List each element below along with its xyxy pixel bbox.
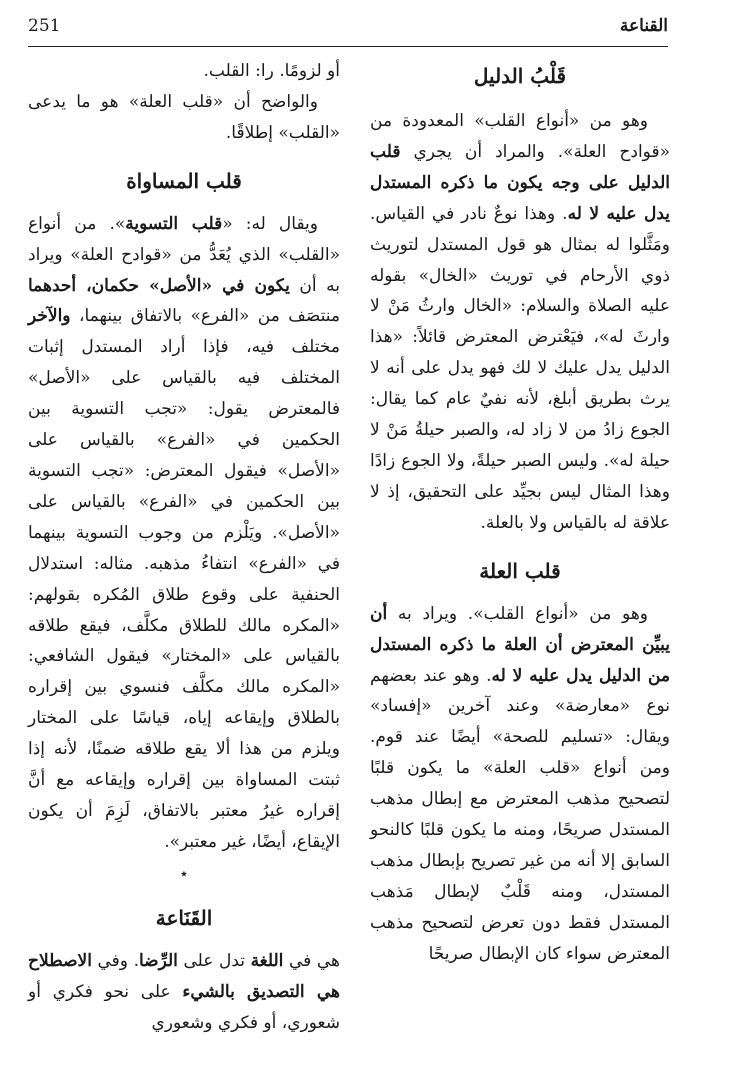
- running-title: القناعة: [619, 16, 668, 36]
- text-run: هي في: [283, 950, 340, 971]
- paragraph-qalb-al-dalil: [370, 106, 670, 539]
- bold-term: والآخر: [28, 306, 71, 327]
- paragraph-note: والواضح أن «قلب العلة» هو ما يدعى «القلب» إطلاقًا.: [28, 91, 340, 143]
- bold-term: الرِّضا: [138, 950, 178, 971]
- page-number: 251: [28, 16, 61, 36]
- bold-definition: قلب الدليل على وجه يكون ما ذكره المستدل يدل عليه لا له: [370, 141, 670, 224]
- text-run: وهو من «أنواع القلب». ويراد به: [387, 603, 648, 624]
- paragraph-al-qanaa: [28, 946, 340, 1039]
- paragraph-qalb-al-musawat: [28, 209, 340, 858]
- text-run: ». من أنواع «القلب» الذي يُعَدُّ من «قوادح العلة» ويراد به أن: [28, 213, 340, 296]
- heading-qalb-al-illa: قلب العلة: [479, 558, 561, 583]
- bold-term: الاصطلاح هي التصديق بالشيء: [28, 950, 340, 1002]
- heading-qalb-al-dalil: قَلْبُ الدليل: [473, 64, 567, 88]
- text-run: على نحو فكري أو شعوري، أو فكري وشعوري: [28, 981, 340, 1033]
- text-run: منتصَف من «الفرع» بالاتفاق بينهما،: [70, 306, 340, 327]
- section-ornament: ٭: [180, 865, 188, 882]
- bold-term: يكون في «الأصل» حكمان، أحدهما: [28, 275, 290, 296]
- header-rule: [28, 46, 668, 47]
- text-run: ويقال له: «: [222, 213, 318, 234]
- text-run: تدل على: [177, 950, 251, 971]
- left-column: [28, 56, 340, 1038]
- bold-term: قلب التسوية: [125, 213, 223, 234]
- page-header: [28, 14, 668, 44]
- paragraph-continuation: أو لزومًا. را: القلب.: [203, 61, 340, 81]
- text-run: . وفي: [91, 950, 139, 971]
- bold-term: اللغة: [250, 950, 284, 971]
- right-column: [370, 56, 670, 970]
- heading-al-qanaa: القَنَاعة: [155, 905, 213, 930]
- text-run: وهو من «أنواع القلب» المعدودة من «قوادح العلة». والمراد أن يجري: [370, 111, 670, 162]
- text-run: مختلف فيه، فإذا أراد المستدل إثبات المختلف فيه بالقياس على «الأصل» فالمعترض يقول: «تجب التسوية بين الحكمين في «الفرع» بالقياس على «الأصل» فيقول المعترض: «تجب التسوية بين الحكمين في «الفرع» بالقياس على «الأصل». ويَلْزم من وجوب التسوية بينهما في «الفرع» انتفاءُ مذهبه. مثاله: استدلال الحنفية على وقوع طلاق المُكره بقولهم: «المكره مالك للطلاق مكلَّف، فيقع طلاقه بالقياس على «المختار» فيقول الشافعي: «المكره مالك مكلَّف فنسوي بين إقراره بالطلاق وإيقاعه إياه، قياسًا على المختار ويلزم من هذا ألا يقع طلاقه ضمنًا، لأنه إذا ثبتت المساواة بين إقراره وإيقاعه مع أنَّ إقراره غيرُ معتبر بالاتفاق، لَزِمَ أن يكون الإيقاع، أيضًا، غير معتبر».: [28, 337, 340, 852]
- heading-qalb-al-musawat: قلب المساواة: [126, 168, 242, 193]
- bold-definition: أن يبيِّن المعترض أن العلة ما ذكره المستدل من الدليل يدل عليه لا له: [370, 603, 670, 686]
- paragraph-qalb-al-illa: [370, 599, 670, 970]
- text-run: . وهذا نوعٌ نادر في القياس. ومَثَّلوا له بمثال هو قول المستدل لتوريث ذوي الأرحام في توريث «الخال» بقوله عليه الصلاة والسلام: «الخال وارثُ مَنْ لا وارثَ له»، فيَعْترض المعترض قائلاً: «هذا الدليل يدل عليك لا لك فهو يدل على أنه لا يرث بطريق أبلغ، لأنه نفيٌ عام كما يقال: الجوع زادُ من لا زاد له، والصبر حيلةُ مَنْ لا حيلة له». وليس الصبر حيلةً، ولا الجوع زادًا وهذا المثال ليس بجيِّد على التحقيق، إذ لا علاقة له بالقياس ولا بالعلة.: [370, 203, 670, 533]
- text-run: . وهو عند بعضهم نوع «معارضة» وعند آخرين «إفساد» ويقال: «تسليم للصحة» أيضًا عند قوم. ومن أنواع «قلب العلة» ما يكون قلبًا لتصحيح مذهب المعترض مع إبطال مذهب المستدل صريحًا، ومنه ما يكون قلبًا كالنحو السابق إلا أنه من غير تصريح بإبطال مذهب المستدل، ومنه قَلْبٌ لإبطال مَذهب المستدل فقط دون تعرض لتصحيح مذهب المعترض سواء كان الإبطال صريحًا: [370, 665, 670, 964]
